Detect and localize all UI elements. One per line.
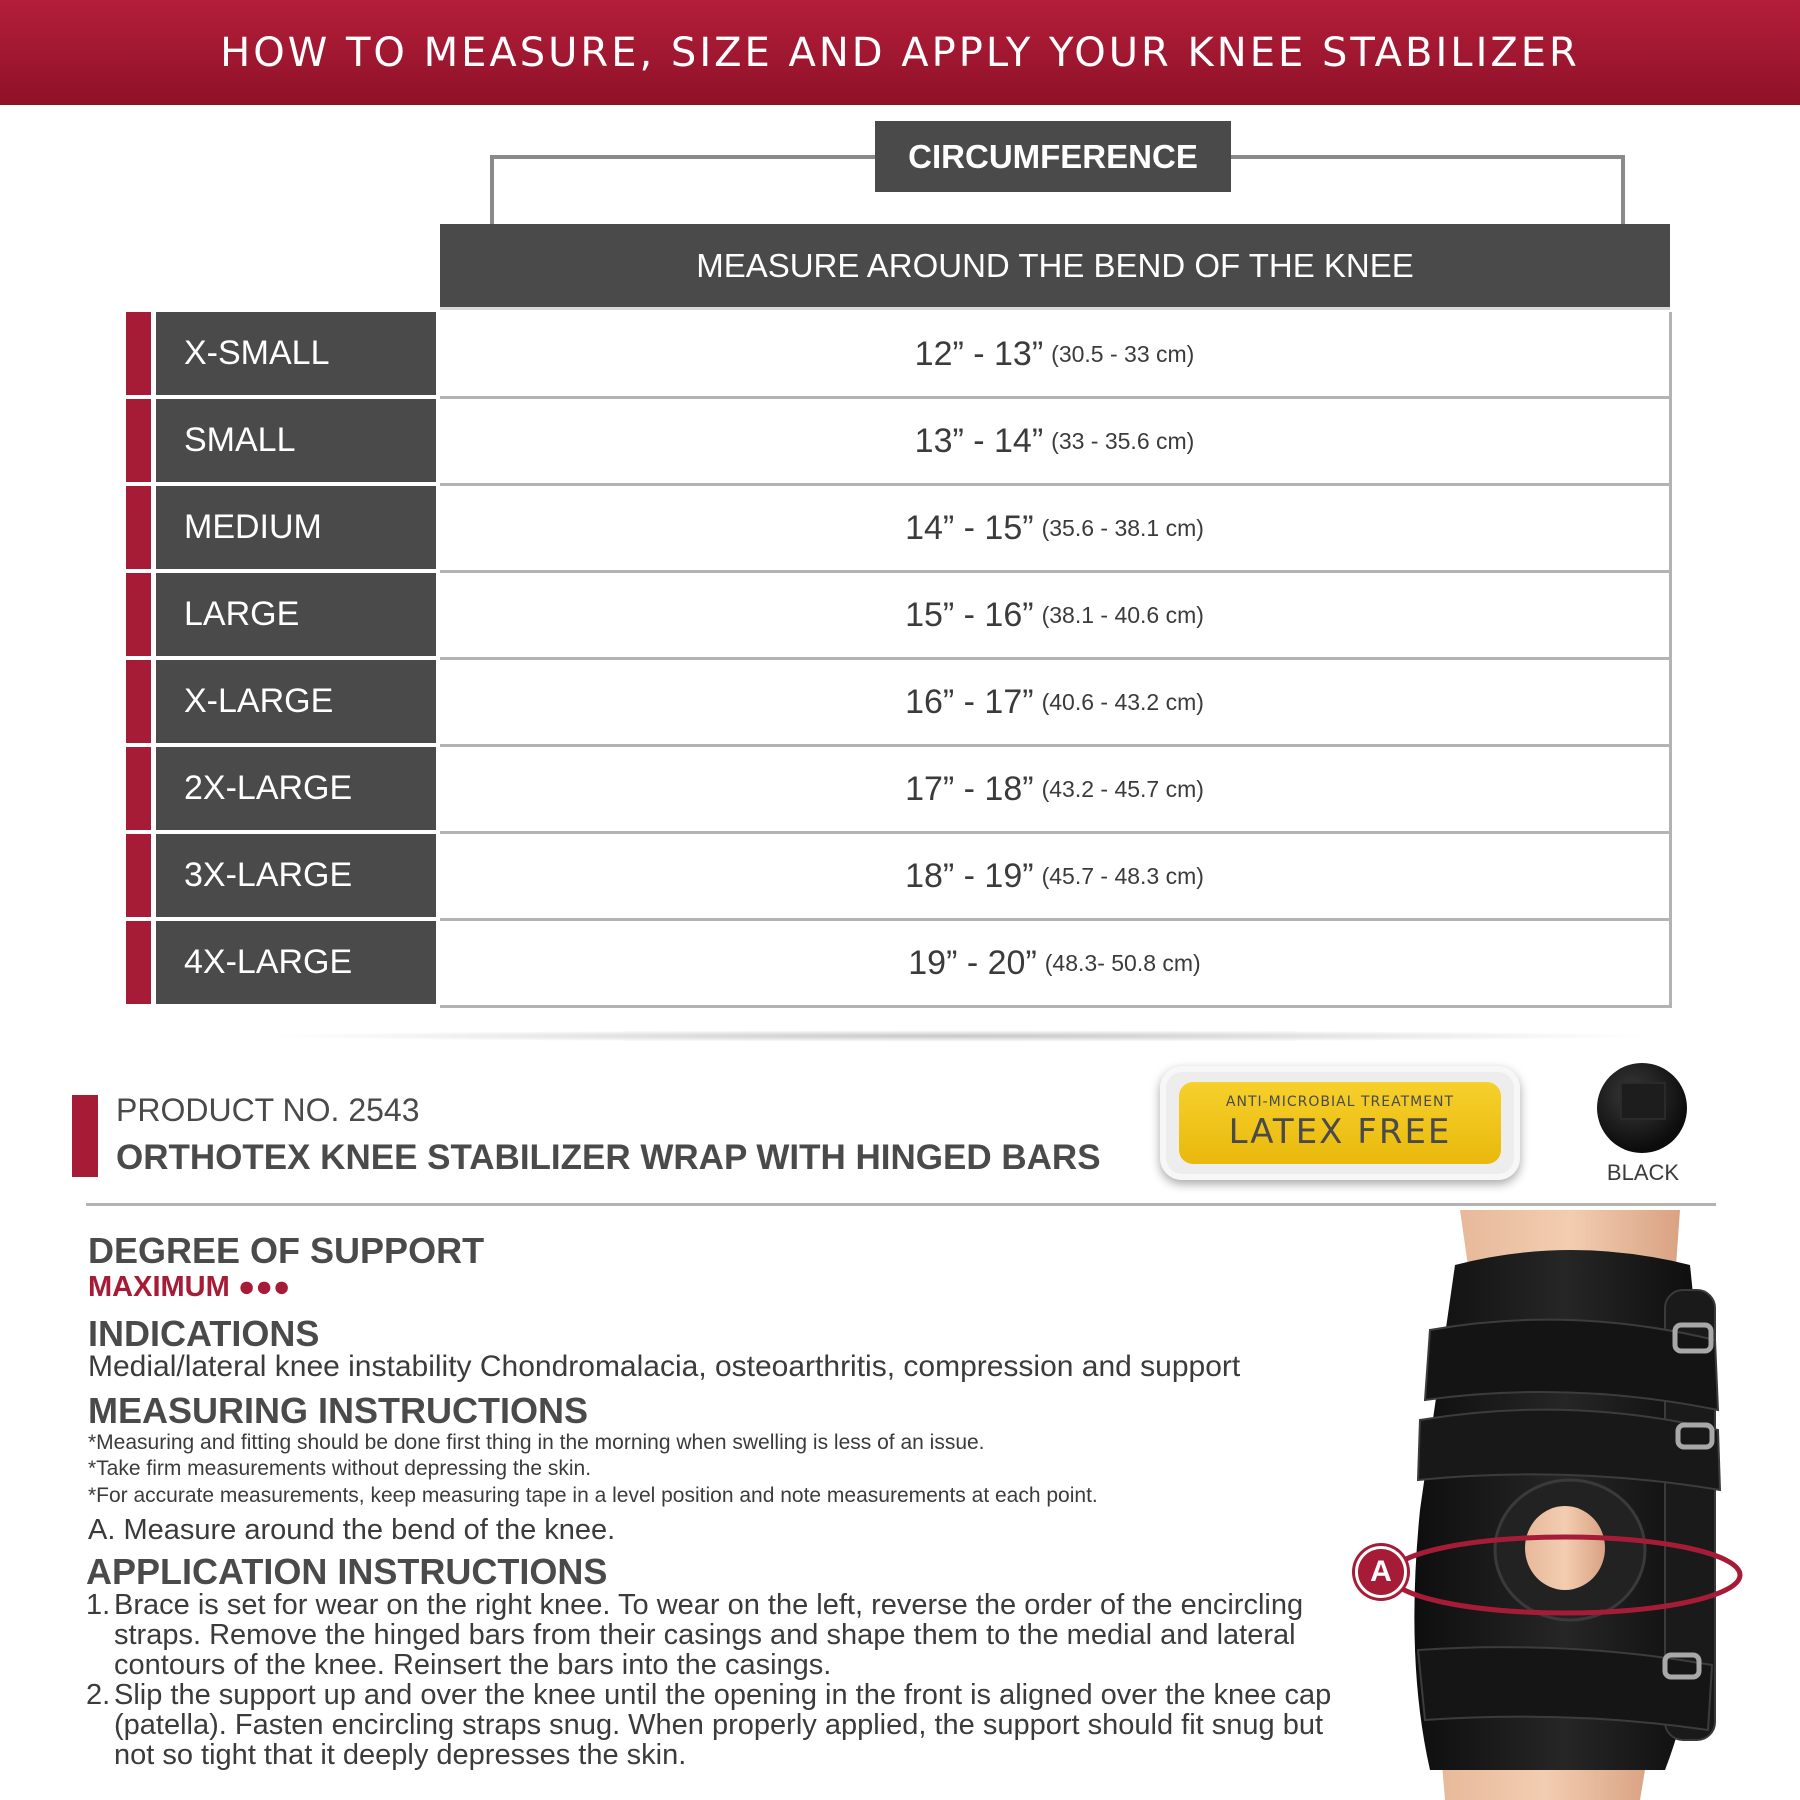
measuring-note: *Measuring and fitting should be done first thing in the morning when swelling is less of an issue.: [88, 1431, 985, 1454]
color-swatch-label: BLACK: [1606, 1160, 1680, 1185]
size-label: LARGE: [156, 573, 436, 656]
section-divider-shadow: [260, 1030, 1660, 1042]
size-measurement: [440, 834, 1672, 921]
column-header: MEASURE AROUND THE BEND OF THE KNEE: [440, 224, 1670, 310]
row-accent: [126, 747, 151, 830]
row-accent: [126, 921, 151, 1004]
latex-free-badge: [1160, 1066, 1520, 1180]
measurement-inches: 18” - 19”: [905, 856, 1034, 895]
row-accent: [126, 834, 151, 917]
table-row: [126, 834, 1672, 921]
row-accent: [126, 312, 151, 395]
size-measurement: [440, 921, 1672, 1008]
size-label: X-LARGE: [156, 660, 436, 743]
size-measurement: [440, 747, 1672, 834]
support-level: MAXIMUM ●●●: [88, 1271, 291, 1303]
table-row: [126, 573, 1672, 660]
row-accent: [126, 660, 151, 743]
measurement-inches: 13” - 14”: [914, 421, 1044, 460]
table-row: [126, 312, 1672, 399]
product-divider: [86, 1203, 1716, 1206]
indications-text: Medial/lateral knee instability Chondromalacia, osteoarthritis, compression and support: [88, 1350, 1241, 1383]
lower-strap: [1418, 1647, 1712, 1730]
measurement-cm: (48.3- 50.8 cm): [1044, 949, 1201, 976]
size-measurement: [440, 573, 1672, 660]
measurement-cm: (38.1 - 40.6 cm): [1041, 601, 1204, 628]
header-banner: [0, 0, 1800, 105]
measurement-inches: 14” - 15”: [905, 508, 1034, 547]
badge-subtitle: ANTI-MICROBIAL TREATMENT: [1225, 1094, 1455, 1110]
measurement-inches: 17” - 18”: [905, 769, 1034, 808]
product-accent-bar: [72, 1095, 98, 1177]
product-number: PRODUCT NO. 2543: [116, 1092, 420, 1128]
size-label: MEDIUM: [156, 486, 436, 569]
table-row: [126, 660, 1672, 747]
application-heading: APPLICATION INSTRUCTIONS: [86, 1551, 608, 1592]
measurement-cm: (30.5 - 33 cm): [1051, 340, 1195, 367]
table-row: [126, 747, 1672, 834]
circumference-label: CIRCUMFERENCE: [875, 121, 1231, 192]
size-table: [126, 312, 1672, 1008]
measurement-inches: 15” - 16”: [905, 595, 1034, 634]
measurement-cm: (45.7 - 48.3 cm): [1041, 862, 1204, 889]
list-item-text: Brace is set for wear on the right knee. To wear on the left, reverse the order of the encircling straps. Remove the hinged bars from their casings and shape them to the medial and lateral contours of the knee. Reinsert the bars into the casings.: [114, 1589, 1304, 1681]
size-measurement: [440, 486, 1672, 573]
swatch-strap-icon: [1620, 1082, 1666, 1120]
latex-badge-inner: [1179, 1082, 1501, 1164]
patella-opening: [1525, 1506, 1605, 1590]
size-measurement: [440, 660, 1672, 747]
table-row: [126, 486, 1672, 573]
knee-brace-image: [1320, 1210, 1800, 1800]
measuring-note: *For accurate measurements, keep measuring tape in a level position and note measurements at each point.: [88, 1484, 1098, 1507]
measurement-cm: (33 - 35.6 cm): [1051, 427, 1195, 454]
list-item-number: 1.: [86, 1589, 111, 1621]
table-row: [126, 399, 1672, 486]
measurement-cm: (43.2 - 45.7 cm): [1041, 775, 1204, 802]
list-item-text: Slip the support up and over the knee until the opening in the front is aligned over the knee cap (patella). Fasten encircling straps snug. When properly applied, the support should fit snug but not so tight that it deeply depresses the skin.: [114, 1679, 1332, 1771]
list-item: [86, 1680, 1336, 1770]
measurement-inches: 19” - 20”: [908, 943, 1037, 982]
product-name: ORTHOTEX KNEE STABILIZER WRAP WITH HINGED BARS: [116, 1138, 1101, 1177]
list-item-number: 2.: [86, 1679, 111, 1711]
application-list: [86, 1590, 1336, 1770]
size-measurement: [440, 312, 1672, 399]
measurement-cm: (40.6 - 43.2 cm): [1041, 688, 1204, 715]
measuring-heading: MEASURING INSTRUCTIONS: [88, 1390, 589, 1431]
badge-title: LATEX FREE: [1228, 1112, 1452, 1152]
measurement-inches: 16” - 17”: [905, 682, 1034, 721]
row-accent: [126, 399, 151, 482]
support-heading: DEGREE OF SUPPORT: [88, 1230, 485, 1271]
table-row: [126, 921, 1672, 1008]
size-label: 4X-LARGE: [156, 921, 436, 1004]
measuring-note: *Take firm measurements without depressing the skin.: [88, 1457, 592, 1480]
list-item: [86, 1590, 1336, 1680]
size-label: X-SMALL: [156, 312, 436, 395]
measurement-inches: 12” - 13”: [914, 334, 1044, 373]
size-label: SMALL: [156, 399, 436, 482]
size-measurement: [440, 399, 1672, 486]
row-accent: [126, 486, 151, 569]
measurement-marker-a: A: [1355, 1546, 1407, 1598]
page-title: HOW TO MEASURE, SIZE AND APPLY YOUR KNEE STABILIZER: [220, 29, 1580, 76]
size-label: 2X-LARGE: [156, 747, 436, 830]
row-accent: [126, 573, 151, 656]
measuring-step-a: A. Measure around the bend of the knee.: [88, 1514, 616, 1546]
measurement-cm: (35.6 - 38.1 cm): [1041, 514, 1204, 541]
indications-heading: INDICATIONS: [88, 1313, 320, 1354]
size-label: 3X-LARGE: [156, 834, 436, 917]
